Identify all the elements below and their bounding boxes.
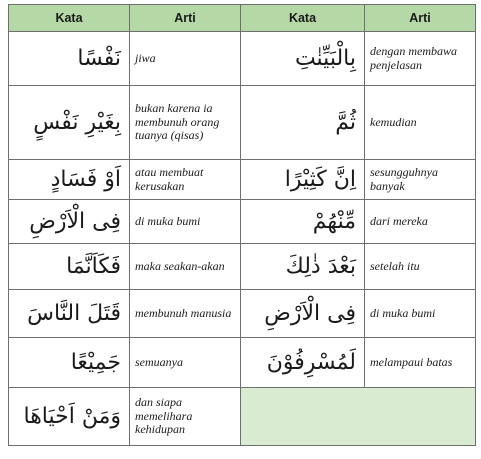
meaning-cell: melampaui batas <box>365 338 476 388</box>
header-arti-left: Arti <box>130 5 241 32</box>
meaning-cell: atau membuat kerusakan <box>130 160 241 200</box>
arabic-word-cell: وَمَنْ اَحْيَاهَا <box>9 388 130 446</box>
table-row <box>9 160 476 200</box>
meaning-cell: dengan membawa penjelasan <box>365 32 476 86</box>
meaning-cell: sesungguhnya banyak <box>365 160 476 200</box>
meaning-cell: setelah itu <box>365 244 476 290</box>
table-row <box>9 388 476 446</box>
meaning-cell: di muka bumi <box>130 200 241 244</box>
header-row <box>9 5 476 32</box>
meaning-cell: bukan karena ia membunuh orang tuanya (qisas) <box>130 86 241 160</box>
header-arti-right: Arti <box>365 5 476 32</box>
header-kata-left: Kata <box>9 5 130 32</box>
arabic-word-cell: لَمُسْرِفُوْنَ <box>241 338 365 388</box>
arabic-word-cell: بِغَيْرِ نَفْسٍ <box>9 86 130 160</box>
arabic-word-cell: جَمِيْعًا <box>9 338 130 388</box>
meaning-cell: semuanya <box>130 338 241 388</box>
table-row <box>9 200 476 244</box>
meaning-cell: jiwa <box>130 32 241 86</box>
header-kata-right: Kata <box>241 5 365 32</box>
table-row <box>9 338 476 388</box>
arabic-word-cell: نَفْسًا <box>9 32 130 86</box>
meaning-cell: dari mereka <box>365 200 476 244</box>
arabic-word-cell: قَتَلَ النَّاسَ <box>9 290 130 338</box>
arabic-word-cell: اِنَّ كَثِيْرًا <box>241 160 365 200</box>
table-header <box>9 5 476 32</box>
empty-shaded-cell <box>241 388 476 446</box>
table-row <box>9 86 476 160</box>
vocabulary-table <box>8 4 476 446</box>
arabic-word-cell: بِالْبَيِّنٰتِ <box>241 32 365 86</box>
table-row <box>9 290 476 338</box>
meaning-cell: maka seakan-akan <box>130 244 241 290</box>
table-row <box>9 244 476 290</box>
arabic-word-cell: اَوْ فَسَادٍ <box>9 160 130 200</box>
meaning-cell: membunuh manusia <box>130 290 241 338</box>
arabic-word-cell: ثُمَّ <box>241 86 365 160</box>
arabic-word-cell: مِّنْهُمْ <box>241 200 365 244</box>
arabic-word-cell: فَكَاَنَّمَا <box>9 244 130 290</box>
arabic-word-cell: بَعْدَ ذٰلِكَ <box>241 244 365 290</box>
arabic-word-cell: فِى الْاَرْضِ <box>9 200 130 244</box>
meaning-cell: kemudian <box>365 86 476 160</box>
arabic-word-cell: فِى الْاَرْضِ <box>241 290 365 338</box>
table-row <box>9 32 476 86</box>
meaning-cell: dan siapa memelihara kehidupan <box>130 388 241 446</box>
meaning-cell: di muka bumi <box>365 290 476 338</box>
table-body <box>9 32 476 446</box>
